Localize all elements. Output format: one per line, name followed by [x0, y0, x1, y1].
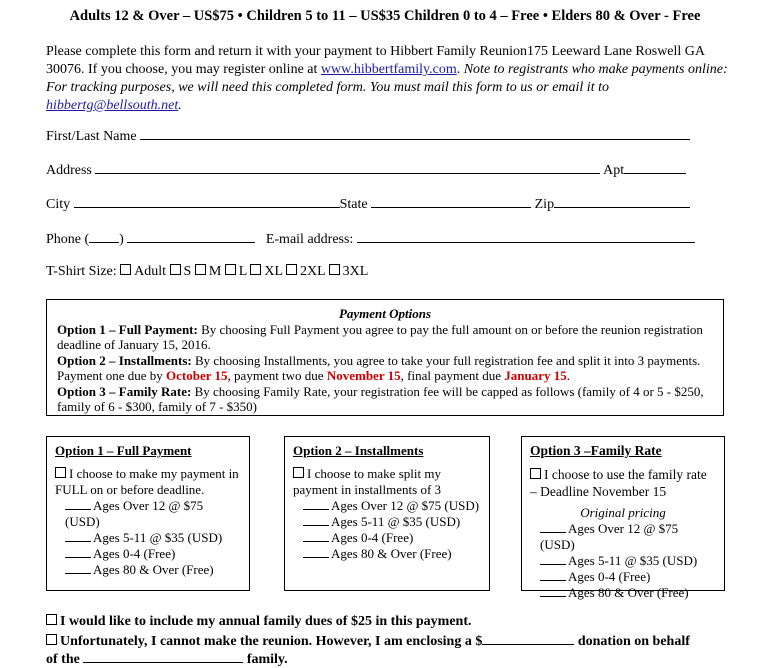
- tshirt-row: [46, 264, 368, 280]
- checkbox-icon: [120, 264, 131, 275]
- state-field[interactable]: [371, 195, 531, 208]
- name-field[interactable]: [140, 127, 690, 140]
- age-line[interactable]: Ages 0-4 (Free): [530, 569, 716, 585]
- age-line[interactable]: Ages 5-11 @ $35 (USD): [293, 514, 481, 530]
- checkbox-icon: [286, 264, 297, 275]
- pricing-header: Adults 12 & Over – US$75 • Children 5 to 11 – US$35 Children 0 to 4 – Free • Elders 80 & Over - Free: [69, 8, 701, 24]
- checkbox-icon: [195, 264, 206, 275]
- age-line[interactable]: Ages 80 & Over (Free): [55, 562, 241, 578]
- age-line[interactable]: Ages 0-4 (Free): [55, 546, 241, 562]
- phone-label: Phone (: [46, 232, 90, 247]
- tshirt-option-m[interactable]: M: [195, 264, 221, 279]
- intro-period: .: [456, 62, 461, 77]
- intro-note: Note to registrants who make payments online: For tracking purposes, we will need this completed form. You must mail this form to us or email it to: [46, 62, 728, 95]
- option-1-title: Option 1 – Full Payment: [55, 443, 192, 458]
- phone-row: [46, 230, 695, 248]
- email-field[interactable]: [357, 230, 695, 243]
- option-3-title: Option 3 –Family Rate: [530, 443, 662, 458]
- intro-period-2: .: [178, 98, 182, 113]
- option-2-box: [284, 436, 490, 591]
- name-row: [46, 127, 690, 145]
- email-label: E-mail address:: [265, 232, 354, 247]
- city-row: [46, 195, 690, 213]
- donation-amount-field[interactable]: [482, 632, 574, 645]
- option-2-description: Option 2 – Installments: By choosing Installments, you agree to take your full registration fee and split it into 3 payments. Payment one due by October 15, payment two due November 15, final payment due January 15.: [57, 352, 701, 383]
- option-3-description: Option 3 – Family Rate: By choosing Family Rate, your registration fee will be capped as follows (family of 4 or 5 - $250, family of 6 - $300, family of 7 - $350): [57, 383, 704, 414]
- checkbox-icon: [55, 467, 66, 478]
- checkbox-icon: [530, 468, 541, 479]
- checkbox-icon: [46, 614, 57, 625]
- tshirt-label: T-Shirt Size:: [46, 264, 117, 279]
- tshirt-option-adult[interactable]: Adult: [120, 264, 166, 279]
- option-2-title: Option 2 – Installments: [293, 443, 424, 458]
- tshirt-option-3xl[interactable]: 3XL: [329, 264, 369, 279]
- option-2-choice[interactable]: I choose to make split my payment in installments of 3: [293, 466, 442, 497]
- tshirt-option-2xl[interactable]: 2XL: [286, 264, 325, 279]
- phone-close: ): [119, 232, 124, 247]
- address-field[interactable]: [95, 161, 600, 174]
- payment-options-panel: [46, 299, 724, 416]
- intro-paragraph: [46, 43, 736, 115]
- apt-label: Apt: [603, 163, 625, 178]
- tshirt-option-s[interactable]: S: [170, 264, 192, 279]
- zip-field[interactable]: [554, 195, 690, 208]
- option-3-choice[interactable]: I choose to use the family rate – Deadline November 15: [530, 467, 707, 499]
- phone-field[interactable]: [127, 230, 255, 243]
- dues-option[interactable]: I would like to include my annual family dues of $25 in this payment.: [46, 614, 472, 630]
- city-field[interactable]: [74, 195, 340, 208]
- option-1-choice[interactable]: I choose to make my payment in FULL on or before deadline.: [55, 466, 239, 497]
- city-label: City: [46, 197, 71, 212]
- family-name-field[interactable]: [83, 650, 243, 663]
- age-line[interactable]: Ages Over 12 @ $75 (USD): [65, 498, 204, 529]
- checkbox-icon: [225, 264, 236, 275]
- checkbox-icon: [46, 634, 57, 645]
- age-line[interactable]: Ages Over 12 @ $75 (USD): [540, 521, 679, 552]
- age-line[interactable]: Ages 5-11 @ $35 (USD): [55, 530, 241, 546]
- checkbox-icon: [329, 264, 340, 275]
- payment-options-title: Payment Options: [338, 306, 432, 321]
- age-line[interactable]: Ages 5-11 @ $35 (USD): [530, 553, 716, 569]
- age-line[interactable]: Ages 0-4 (Free): [293, 530, 481, 546]
- age-line[interactable]: Ages 80 & Over (Free): [530, 585, 716, 601]
- age-line[interactable]: Ages 80 & Over (Free): [293, 546, 481, 562]
- age-line[interactable]: Ages Over 12 @ $75 (USD): [293, 498, 481, 514]
- area-code-field[interactable]: [89, 230, 119, 243]
- option-3-box: [521, 436, 725, 600]
- option-1-description: Option 1 – Full Payment: By choosing Full Payment you agree to pay the full amount on or before the reunion registration deadline of January 15, 2016.: [57, 321, 703, 352]
- apt-field[interactable]: [624, 161, 686, 174]
- address-label: Address: [46, 163, 92, 178]
- tshirt-option-l[interactable]: L: [225, 264, 247, 279]
- name-label: First/Last Name: [46, 129, 137, 144]
- website-link[interactable]: www.hibbertfamily.com: [320, 62, 457, 77]
- donation-option[interactable]: Unfortunately, I cannot make the reunion. However, I am enclosing a $ donation on behalf: [46, 632, 690, 650]
- state-label: State: [339, 197, 368, 212]
- address-row: [46, 161, 686, 179]
- email-link[interactable]: hibbertg@bellsouth.net: [46, 98, 179, 113]
- family-line: of the family.: [46, 652, 288, 667]
- original-pricing-note: Original pricing: [580, 505, 666, 520]
- tshirt-option-xl[interactable]: XL: [250, 264, 282, 279]
- option-1-box: [46, 436, 250, 591]
- checkbox-icon: [170, 264, 181, 275]
- checkbox-icon: [250, 264, 261, 275]
- checkbox-icon: [293, 467, 304, 478]
- intro-text: Please complete this form and return it with your payment to Hibbert Family Reunion175 Leeward Lane Roswell GA 30076. If you choose, you may register online at: [46, 44, 705, 77]
- zip-label: Zip: [534, 197, 555, 212]
